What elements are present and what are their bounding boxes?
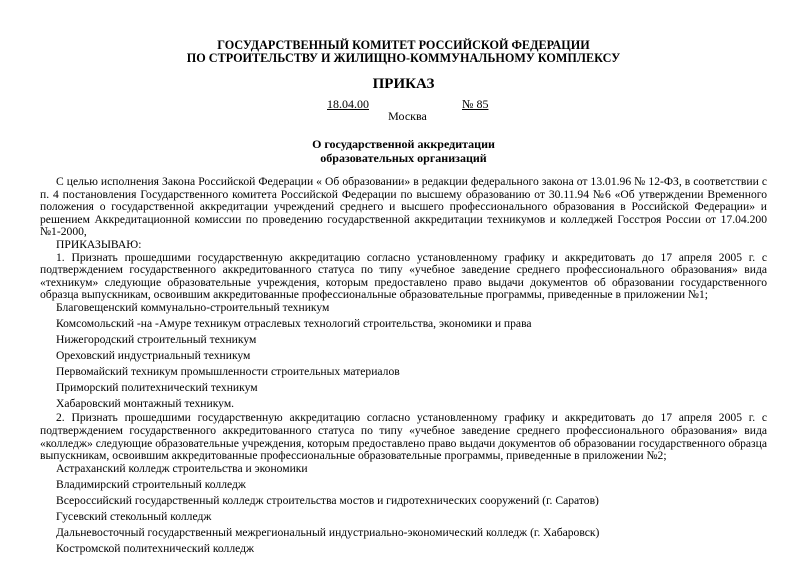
list-item: Гусевский стекольный колледж bbox=[56, 509, 212, 523]
document-body bbox=[40, 176, 767, 555]
order-date: 18.04.00 bbox=[327, 97, 369, 111]
list-item: Дальневосточный государственный межрегиональный индустриально-экономический колледж (г. Хабаровск) bbox=[56, 525, 600, 539]
list-item: Нижегородский строительный техникум bbox=[56, 332, 257, 346]
list-item: Первомайский техникум промышленности строительных материалов bbox=[56, 364, 400, 378]
list-item: Костромской политехнический колледж bbox=[56, 541, 255, 555]
list-technical-schools bbox=[40, 302, 767, 411]
clause-1: 1. Признать прошедшими государственную аккредитацию согласно установленному графику и аккредитовать до 17 апреля 2005 г. с подтверждением государственного аккредитованного статуса по типу «учебное заведение среднего профессионального образования» вида «техникум» следующие образовательные учреждения, которым предоставлено право выдачи документов об образовании государственного образца выпускникам, освоившим аккредитованные профессиональные образовательные программы, приведенные в приложении №1; bbox=[40, 250, 767, 302]
subject-line2: образовательных организаций bbox=[320, 151, 487, 165]
list-item: Благовещенский коммунально-строительный техникум bbox=[56, 300, 330, 314]
list-item: Всероссийский государственный колледж строительства мостов и гидротехнических сооружений (г. Саратов) bbox=[56, 493, 599, 507]
list-item: Хабаровский монтажный техникум. bbox=[56, 396, 235, 410]
order-city: Москва bbox=[388, 109, 427, 123]
subject-line1: О государственной аккредитации bbox=[312, 137, 495, 151]
order-number: № 85 bbox=[462, 97, 489, 111]
list-item: Владимирский строительный колледж bbox=[56, 477, 246, 491]
list-item: Приморский политехнический техникум bbox=[56, 380, 258, 394]
order-title: ПРИКАЗ bbox=[372, 76, 435, 92]
list-item: Комсомольский -на -Амуре техникум отраслевых технологий строительства, экономики и права bbox=[56, 316, 532, 330]
list-colleges bbox=[40, 463, 767, 556]
list-item: Ореховский индустриальный техникум bbox=[56, 348, 251, 362]
list-item: Астраханский колледж строительства и экономики bbox=[56, 461, 308, 475]
agency-name-line2: ПО СТРОИТЕЛЬСТВУ И ЖИЛИЩНО-КОММУНАЛЬНОМУ КОМПЛЕКСУ bbox=[186, 51, 621, 65]
preamble-paragraph: С целью исполнения Закона Российской Федерации « Об образовании» в редакции федерального закона от 13.01.96 № 12-ФЗ, в соответствии с п. 4 постановления Государственного комитета Российской Федерации по высшему образованию от 30.11.94 №6 «Об утверждении Временного положения о государственной аккредитации учреждений среднего и высшего профессионального образования в Российской Федерации» и решением Аккредитационной комиссии по проведению государственной аккредитации техникумов и колледжей Госстроя России от 17.04.200 №1-2000, bbox=[40, 175, 767, 239]
agency-name-line1: ГОСУДАРСТВЕННЫЙ КОМИТЕТ РОССИЙСКОЙ ФЕДЕРАЦИИ bbox=[217, 38, 590, 52]
clause-2: 2. Признать прошедшими государственную аккредитацию согласно установленному графику и аккредитовать до 17 апреля 2005 г. с подтверждением государственного аккредитованного статуса по типу «учебное заведение среднего профессионального образования» вида «колледж» следующие образовательные учреждения, которым предоставлено право выдачи документов об образовании государственного образца выпускникам, освоившим аккредитованные профессиональные образовательные программы, приведенные в приложении №2; bbox=[40, 411, 767, 463]
order-word: ПРИКАЗЫВАЮ: bbox=[56, 237, 142, 251]
